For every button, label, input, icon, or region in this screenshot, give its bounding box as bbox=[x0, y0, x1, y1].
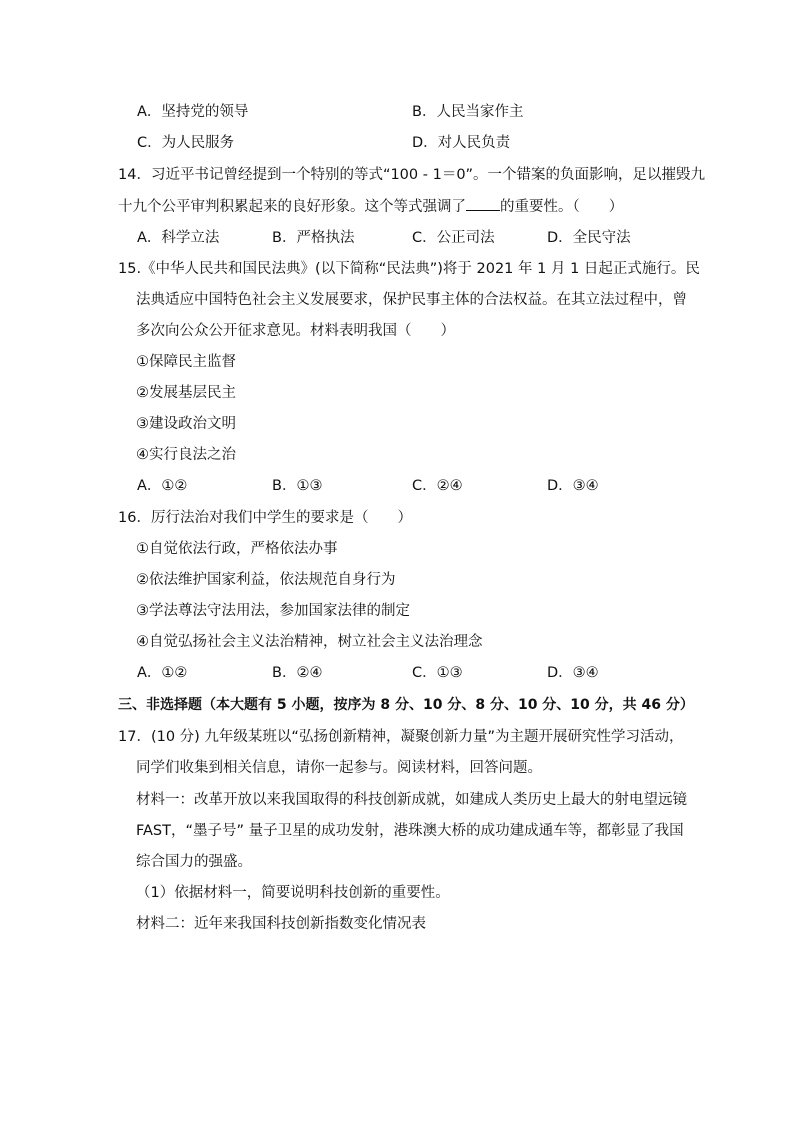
q15-item-4: ④实行良法之治 bbox=[136, 447, 236, 463]
q14-answer-blank bbox=[466, 196, 500, 211]
q17-material1-line3: 综合国力的强盛。 bbox=[136, 854, 252, 870]
q16-item-2: ②依法维护国家利益，依法规范自身行为 bbox=[136, 572, 396, 588]
q15-option-d[interactable]: D．③④ bbox=[547, 478, 599, 494]
q15-option-b[interactable]: B．①③ bbox=[272, 478, 323, 494]
q17-material2: 材料二：近年来我国科技创新指数变化情况表 bbox=[136, 916, 426, 932]
q16-option-a[interactable]: A．①② bbox=[137, 665, 188, 681]
q15-item-1: ①保障民主监督 bbox=[136, 354, 236, 370]
q16-option-d[interactable]: D．③④ bbox=[547, 665, 599, 681]
q13-option-c[interactable]: C．为人民服务 bbox=[137, 135, 235, 151]
q14-option-d[interactable]: D．全民守法 bbox=[547, 230, 631, 246]
q14-option-c[interactable]: C．公正司法 bbox=[412, 230, 495, 246]
q16-item-4: ④自觉弘扬社会主义法治精神，树立社会主义法治理念 bbox=[136, 634, 483, 650]
q15-stem-line2: 法典适应中国特色社会主义发展要求，保护民事主体的合法权益。在其立法过程中，曾 bbox=[136, 292, 687, 308]
q14-stem-line2 bbox=[118, 196, 623, 217]
q15-stem-line1: 15.《中华人民共和国民法典》(以下简称“民法典”)将于 2021 年 1 月 1 日起正式施行。民 bbox=[118, 261, 700, 277]
q17-stem-line1: 17．(10 分) 九年级某班以“弘扬创新精神，凝聚创新力量”为主题开展研究性学习活动， bbox=[118, 729, 684, 745]
q17-material1-line2: FAST，“墨子号” 量子卫星的成功发射，港珠澳大桥的成功建成通车等，都彰显了我国 bbox=[136, 823, 684, 839]
q16-option-c[interactable]: C．①③ bbox=[412, 665, 463, 681]
q15-option-c[interactable]: C．②④ bbox=[412, 478, 463, 494]
q17-subquestion-1: （1）依据材料一，简要说明科技创新的重要性。 bbox=[136, 885, 450, 901]
q14-option-b[interactable]: B．严格执法 bbox=[272, 230, 355, 246]
q13-option-a[interactable]: A．坚持党的领导 bbox=[137, 104, 249, 120]
q14-stem-line2-pre: 十九个公平审判积累起来的良好形象。这个等式强调了 bbox=[118, 199, 466, 215]
q14-option-a[interactable]: A．科学立法 bbox=[137, 230, 220, 246]
q14-stem-line1: 14．习近平书记曾经提到一个特别的等式“100 - 1＝0”。一个错案的负面影响，足以摧毁九 bbox=[118, 167, 706, 183]
q13-option-d[interactable]: D．对人民负责 bbox=[412, 135, 511, 151]
q16-item-3: ③学法尊法守法用法，参加国家法律的制定 bbox=[136, 603, 410, 619]
q17-material1-line1: 材料一：改革开放以来我国取得的科技创新成就，如建成人类历史上最大的射电望远镜 bbox=[136, 792, 687, 808]
q15-item-3: ③建设政治文明 bbox=[136, 416, 236, 432]
q14-stem-line2-post: 的重要性。（ ） bbox=[500, 199, 624, 215]
q15-stem-line3: 多次向公众公开征求意见。材料表明我国（ ） bbox=[136, 323, 455, 339]
q13-option-b[interactable]: B．人民当家作主 bbox=[412, 104, 524, 120]
q16-stem: 16．厉行法治对我们中学生的要求是（ ） bbox=[118, 510, 412, 526]
q17-stem-line2: 同学们收集到相关信息，请你一起参与。阅读材料，回答问题。 bbox=[136, 760, 542, 776]
q16-option-b[interactable]: B．②④ bbox=[272, 665, 323, 681]
q15-option-a[interactable]: A．①② bbox=[137, 478, 188, 494]
q16-item-1: ①自觉依法行政，严格依法办事 bbox=[136, 541, 338, 557]
q15-item-2: ②发展基层民主 bbox=[136, 385, 236, 401]
section-3-heading: 三、非选择题（本大题有 5 小题，按序为 8 分、10 分、8 分、10 分、10 分，共 46 分） bbox=[118, 697, 694, 713]
